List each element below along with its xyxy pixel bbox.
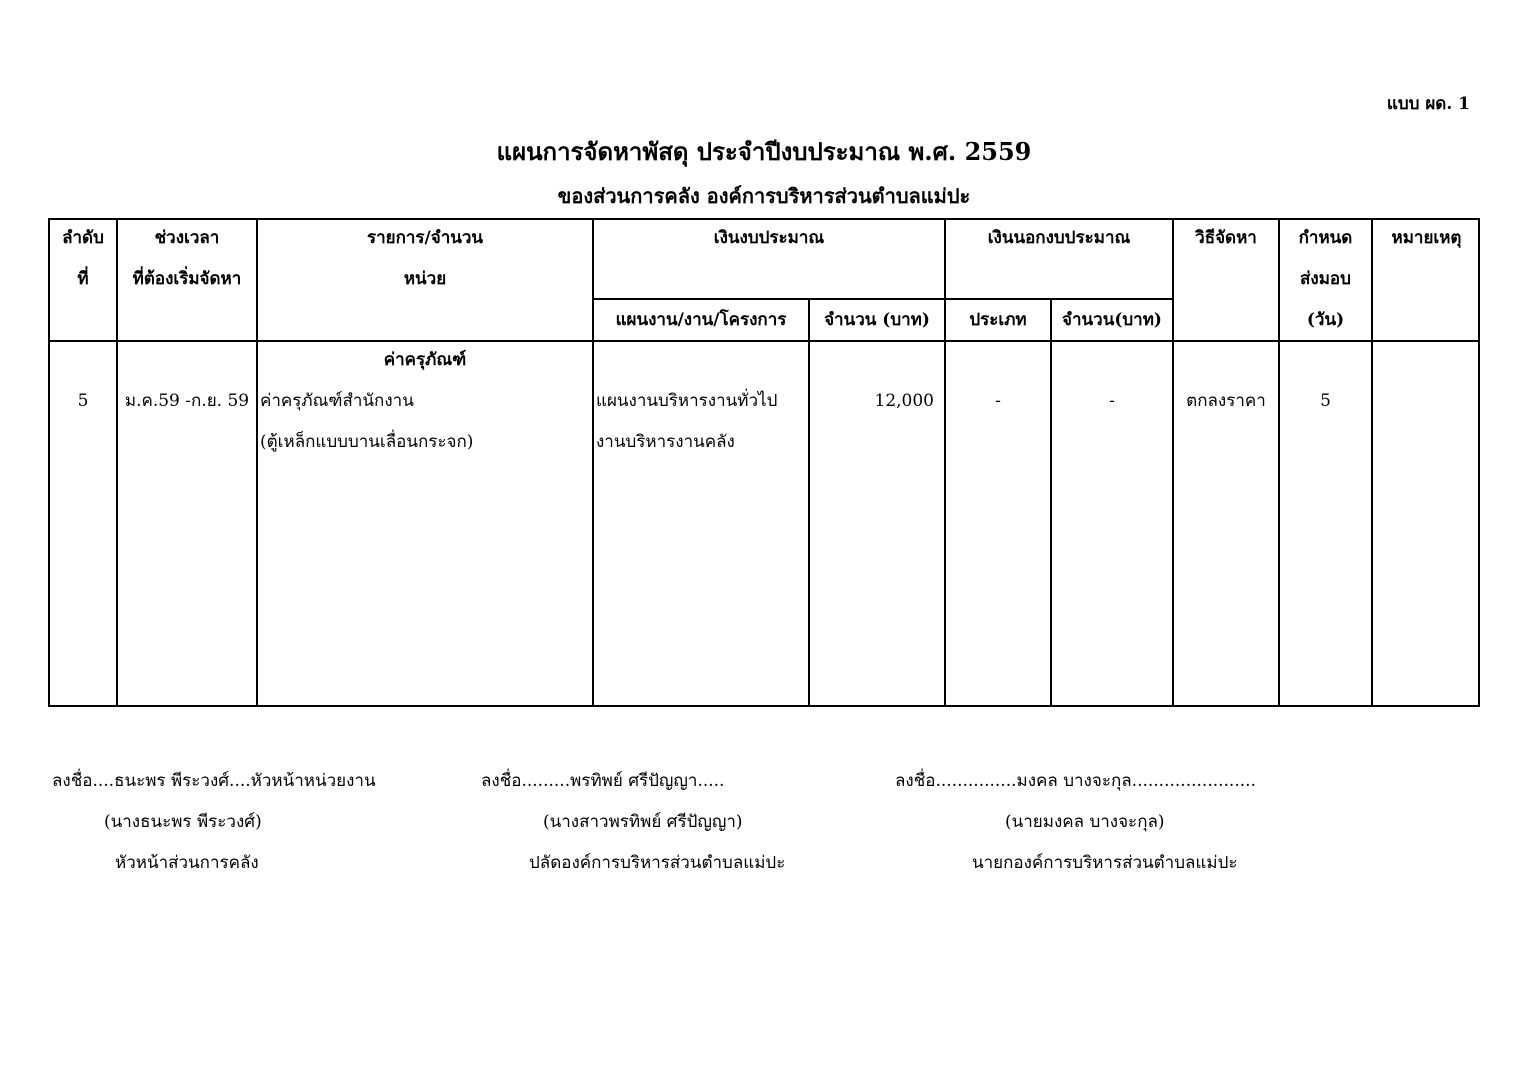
header-seq: ลำดับ <box>62 228 104 248</box>
document-subtitle: ของส่วนการคลัง องค์การบริหารส่วนตำบลแม่ปะ <box>557 184 971 208</box>
row-offbudget-type: - <box>995 391 1001 411</box>
signature-line: ลงชื่อ.........พรทิพย์ ศรีปัญญา..... <box>481 771 725 791</box>
table-divider <box>1371 218 1373 707</box>
header-delivery: (วัน) <box>1306 310 1345 330</box>
header-offbudget-amount: จำนวน(บาท) <box>1062 310 1162 330</box>
header-item: รายการ/จำนวน <box>366 228 484 248</box>
table-divider <box>1172 218 1174 707</box>
signature-line: ลงชื่อ....ธนะพร พีระวงศ์....หัวหน้าหน่วยงาน <box>52 771 376 791</box>
signatory-position: ปลัดองค์การบริหารส่วนตำบลแม่ปะ <box>529 853 786 873</box>
header-item: หน่วย <box>403 269 447 289</box>
header-budget: เงินงบประมาณ <box>713 228 825 248</box>
row-plan-detail: งานบริหารงานคลัง <box>596 432 735 452</box>
row-plan: แผนงานบริหารงานทั่วไป <box>596 391 778 411</box>
signatory-name: (นางสาวพรทิพย์ ศรีปัญญา) <box>543 812 743 832</box>
table-divider <box>944 218 946 707</box>
row-item-detail: (ตู้เหล็กแบบบานเลื่อนกระจก) <box>260 432 474 452</box>
row-period: ม.ค.59 -ก.ย. 59 <box>124 391 250 411</box>
signatory-name: (นายมงคล บางจะกุล) <box>1005 812 1165 832</box>
signature-line: ลงชื่อ...............มงคล บางจะกุล....................... <box>895 771 1256 791</box>
row-amount: 12,000 <box>874 391 934 411</box>
row-delivery-days: 5 <box>1320 391 1331 411</box>
header-period: ช่วงเวลา <box>154 228 220 248</box>
form-code: แบบ ผด. 1 <box>1386 94 1470 114</box>
header-offbudget-type: ประเภท <box>969 310 1027 330</box>
header-remarks: หมายเหตุ <box>1391 228 1462 248</box>
signatory-name: (นางธนะพร พีระวงศ์) <box>104 812 262 832</box>
table-divider <box>1050 298 1052 707</box>
header-budget-amount: จำนวน (บาท) <box>824 310 930 330</box>
table-divider <box>808 298 810 707</box>
document-title: แผนการจัดหาพัสดุ ประจำปีงบประมาณ พ.ศ. 2559 <box>496 137 1032 166</box>
header-delivery: กำหนด <box>1298 228 1353 248</box>
header-delivery: ส่งมอบ <box>1300 269 1351 289</box>
row-item: ค่าครุภัณฑ์สำนักงาน <box>260 391 414 411</box>
header-period: ที่ต้องเริ่มจัดหา <box>132 269 242 289</box>
signatory-position: นายกองค์การบริหารส่วนตำบลแม่ปะ <box>972 853 1238 873</box>
signatory-position: หัวหน้าส่วนการคลัง <box>115 853 259 873</box>
category-label: ค่าครุภัณฑ์ <box>383 350 467 370</box>
header-budget-plan: แผนงาน/งาน/โครงการ <box>615 310 787 330</box>
row-seq: 5 <box>77 391 89 411</box>
header-method: วิธีจัดหา <box>1195 228 1257 248</box>
header-seq: ที่ <box>77 269 89 289</box>
row-method: ตกลงราคา <box>1186 391 1266 411</box>
row-offbudget-amount: - <box>1109 391 1115 411</box>
table-divider <box>592 218 594 707</box>
header-offbudget: เงินนอกงบประมาณ <box>987 228 1131 248</box>
